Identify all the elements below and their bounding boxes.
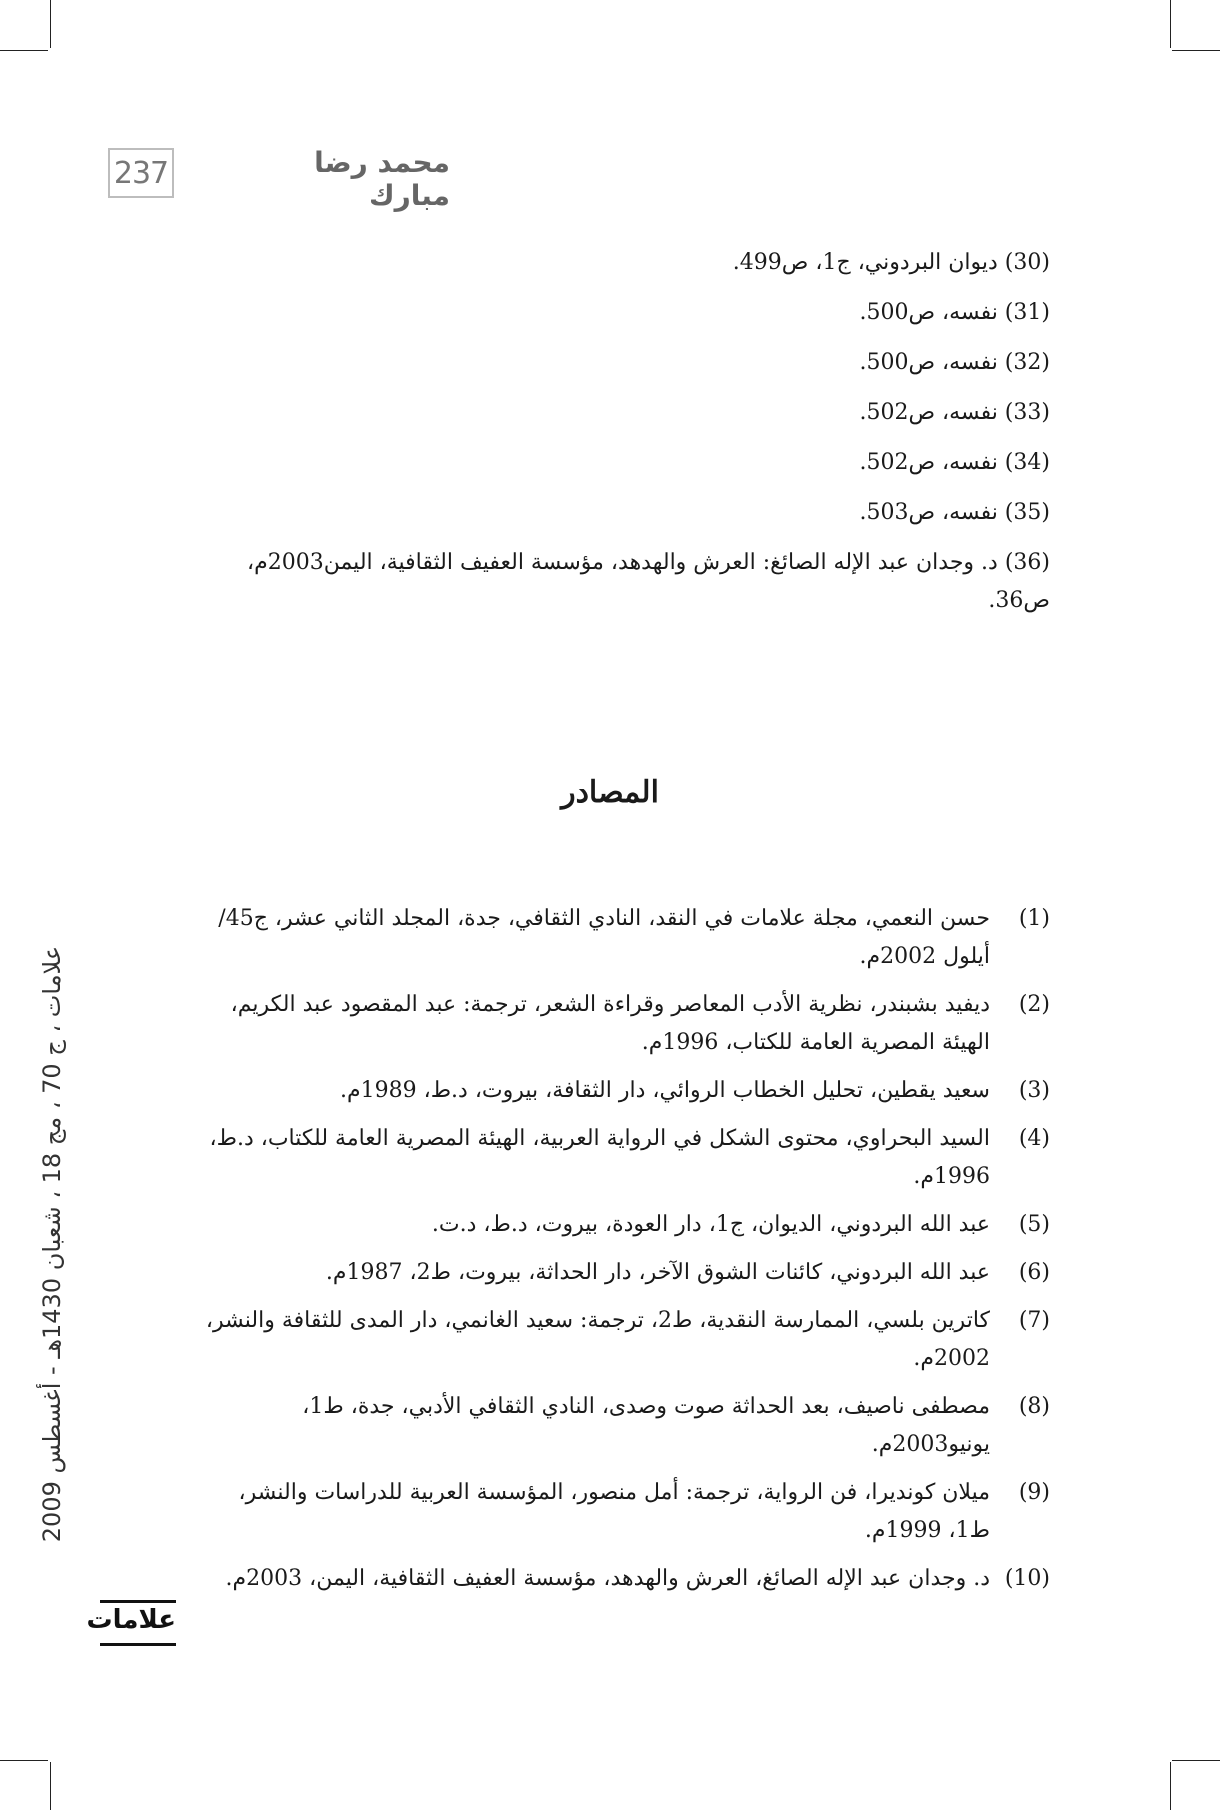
endnote: (33) نفسه، ص502.: [859, 400, 1050, 425]
section-heading: المصادر: [561, 775, 659, 810]
source-number: (4): [1018, 1126, 1050, 1151]
source-number: (8): [1018, 1394, 1050, 1419]
source-text: السيد البحراوي، محتوى الشكل في الرواية العربية، الهيئة المصرية العامة للكتاب، د.ط، 1996م.: [209, 1126, 990, 1189]
source-text: كاترين بلسي، الممارسة النقدية، ط2، ترجمة: سعيد الغانمي، دار المدى للثقافة والنشر، 2002م.: [205, 1308, 990, 1371]
endnotes-list: [200, 244, 1050, 632]
source-item: [200, 1474, 1050, 1550]
source-text: د. وجدان عبد الإله الصائغ، العرش والهدهد، مؤسسة العفيف الثقافية، اليمن، 2003م.: [225, 1566, 990, 1591]
source-text: سعيد يقطين، تحليل الخطاب الروائي، دار الثقافة، بيروت، د.ط، 1989م.: [339, 1078, 990, 1103]
journal-logo: علامات: [100, 1600, 176, 1646]
endnote: (34) نفسه، ص502.: [859, 450, 1050, 475]
endnote: (32) نفسه، ص500.: [859, 350, 1050, 375]
source-number: (6): [1018, 1260, 1050, 1285]
source-item: [200, 1206, 1050, 1244]
source-item: [200, 1120, 1050, 1196]
journal-issue-line: علامات ، ج 70 ، مج 18 ، شعبان 1430هـ - أغسطس 2009: [38, 945, 66, 1543]
endnote: (30) ديوان البردوني، ج1، ص499.: [732, 250, 1050, 275]
sources-list: [200, 900, 1050, 1608]
source-number: (5): [1018, 1212, 1050, 1237]
source-item: [200, 900, 1050, 976]
source-text: ديفيد بشبندر، نظرية الأدب المعاصر وقراءة الشعر، ترجمة: عبد المقصود عبد الكريم، الهيئة المصرية العامة للكتاب، 1996م.: [230, 992, 990, 1055]
endnote: (35) نفسه، ص503.: [859, 500, 1050, 525]
source-number: (7): [1018, 1308, 1050, 1333]
endnote: (36) د. وجدان عبد الإله الصائغ: العرش والهدهد، مؤسسة العفيف الثقافية، اليمن2003م، ص36.: [246, 550, 1050, 613]
source-text: مصطفى ناصيف، بعد الحداثة صوت وصدى، النادي الثقافي الأدبي، جدة، ط1، يونيو2003م.: [302, 1394, 990, 1457]
endnote: (31) نفسه، ص500.: [859, 300, 1050, 325]
page-number: 237: [108, 148, 174, 198]
source-number: (2): [1018, 992, 1050, 1017]
crop-mark: [50, 0, 51, 48]
source-text: عبد الله البردوني، الديوان، ج1، دار العودة، بيروت، د.ط، د.ت.: [431, 1212, 990, 1237]
crop-mark: [1170, 0, 1171, 48]
source-item: [200, 1560, 1050, 1598]
crop-mark: [1170, 1762, 1171, 1810]
crop-mark: [1172, 1760, 1220, 1761]
source-number: (9): [1018, 1480, 1050, 1505]
source-item: [200, 1254, 1050, 1292]
crop-mark: [0, 1760, 48, 1761]
source-item: [200, 1072, 1050, 1110]
source-item: [200, 1388, 1050, 1464]
crop-mark: [50, 1762, 51, 1810]
source-text: عبد الله البردوني، كائنات الشوق الآخر، دار الحداثة، بيروت، ط2، 1987م.: [325, 1260, 990, 1285]
source-text: حسن النعمي، مجلة علامات في النقد، النادي الثقافي، جدة، المجلد الثاني عشر، ج45/أيلول 2002م.: [218, 906, 990, 969]
crop-mark: [0, 50, 48, 51]
source-number: (3): [1018, 1078, 1050, 1103]
source-text: ميلان كونديرا، فن الرواية، ترجمة: أمل منصور، المؤسسة العربية للدراسات والنشر، ط1، 1999م.: [238, 1480, 990, 1543]
crop-mark: [1172, 50, 1220, 51]
running-header-author: محمد رضا مبارك: [314, 146, 450, 212]
source-item: [200, 986, 1050, 1062]
source-item: [200, 1302, 1050, 1378]
source-number: (10): [1004, 1566, 1050, 1591]
source-number: (1): [1018, 906, 1050, 931]
